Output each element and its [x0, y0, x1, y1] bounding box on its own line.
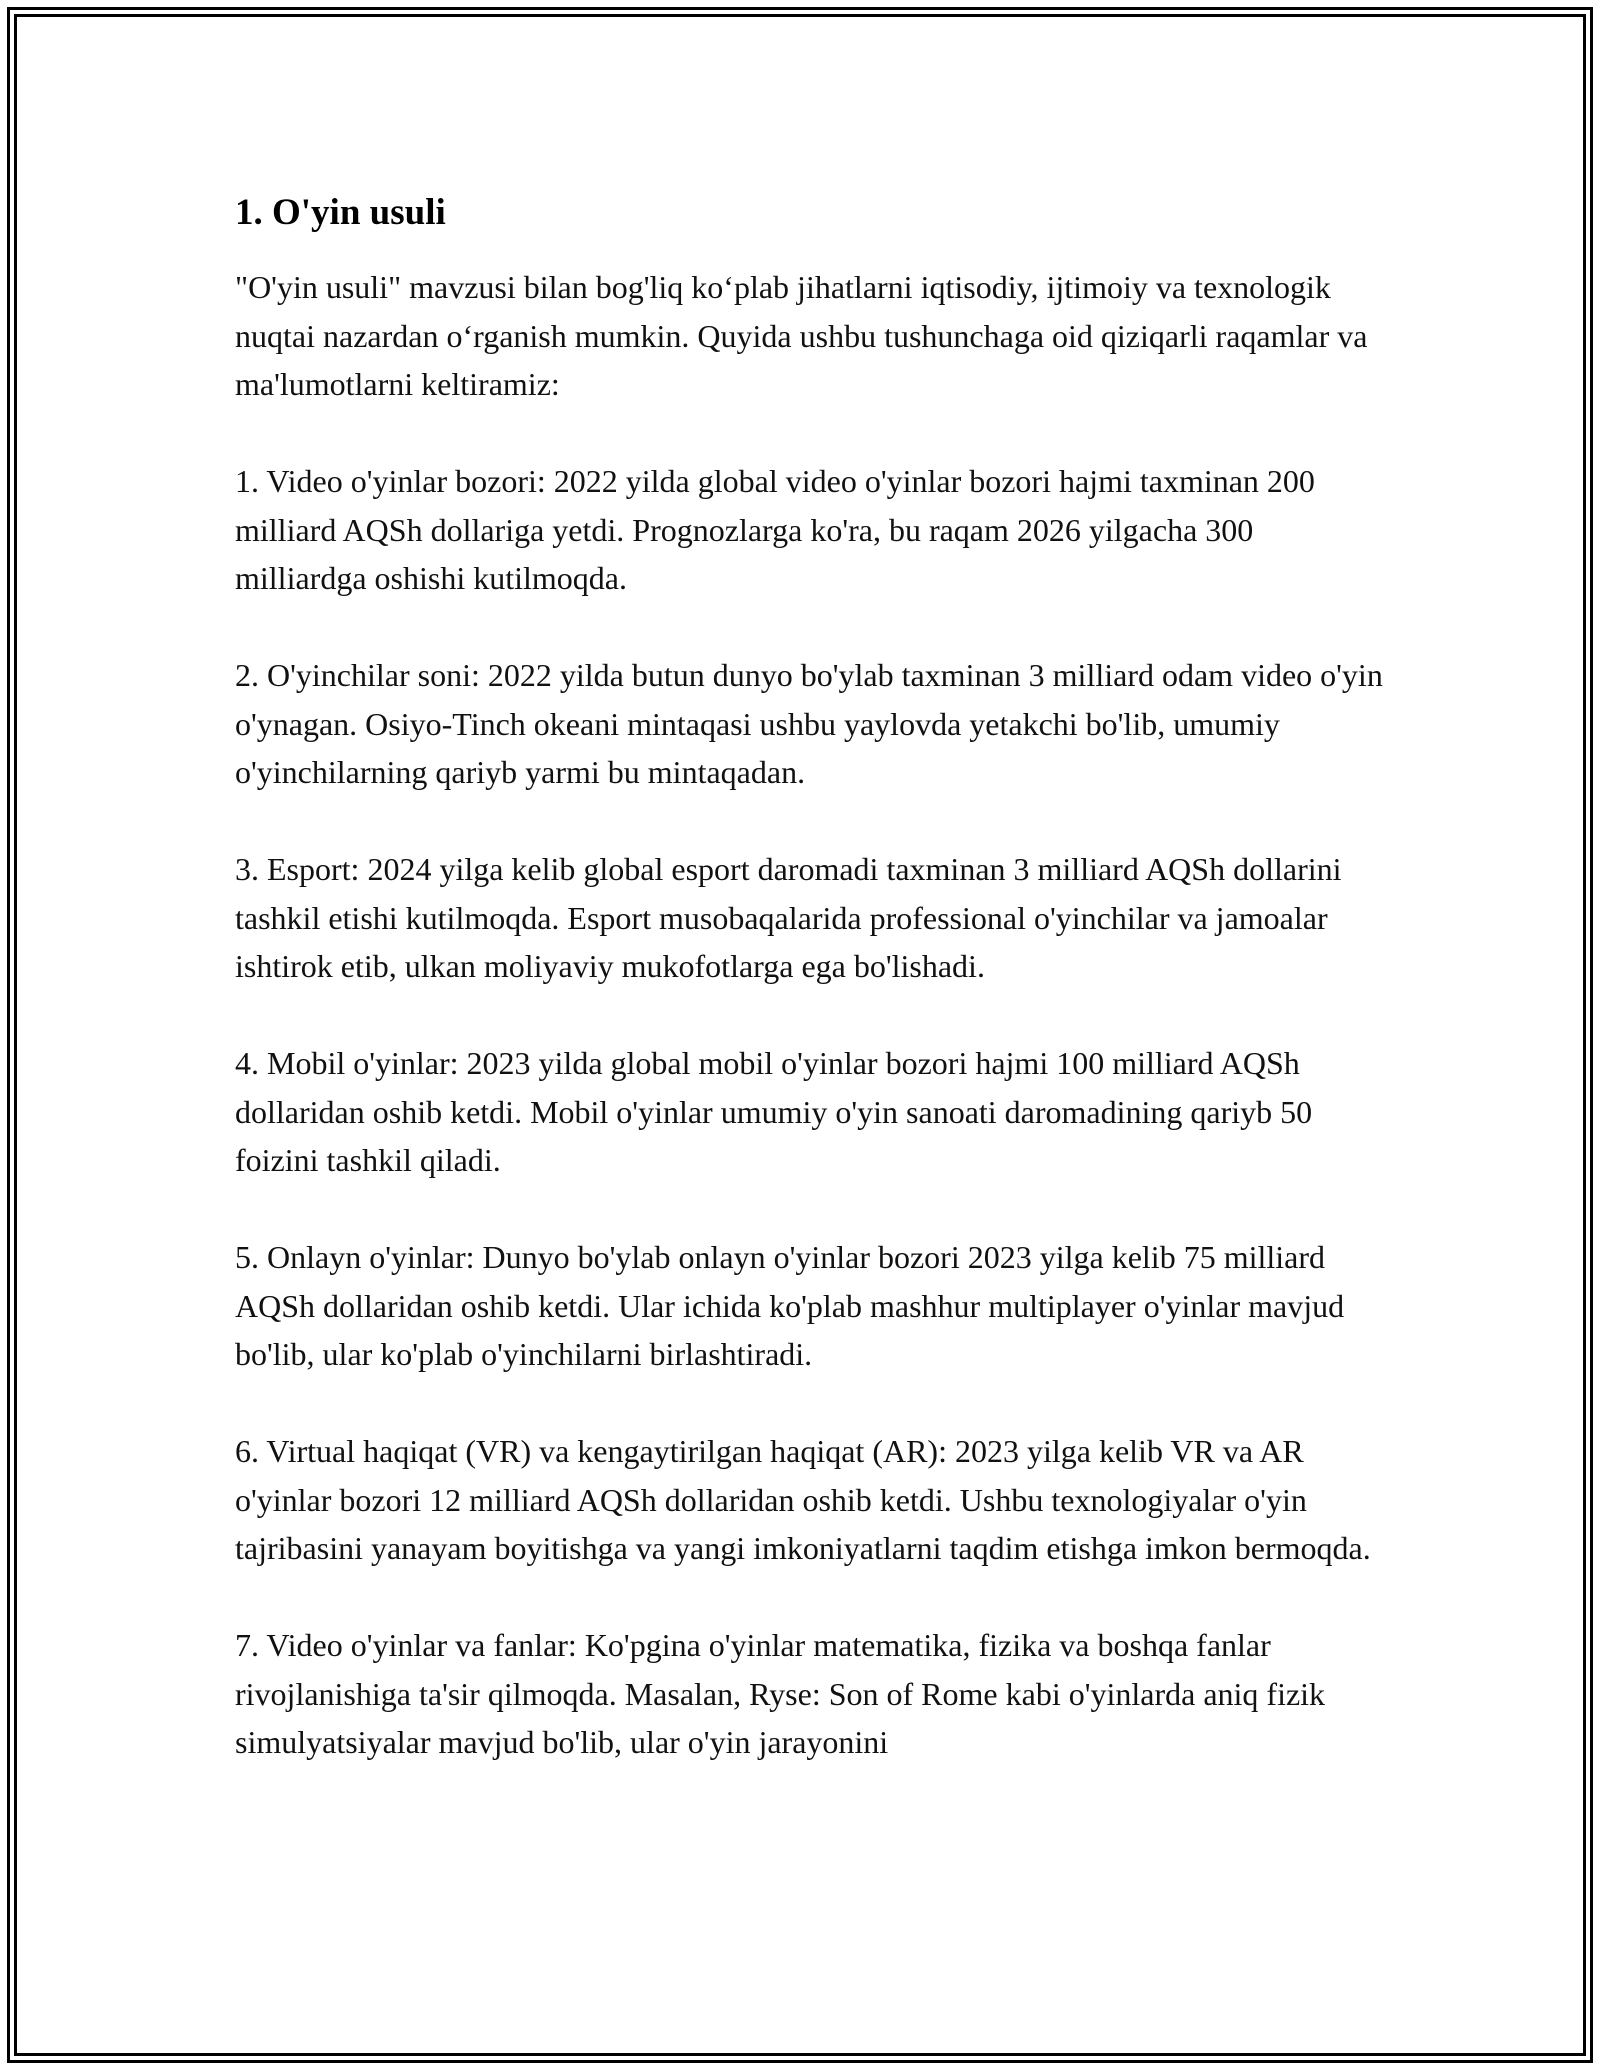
paragraph-vr-ar: 6. Virtual haqiqat (VR) va kengaytirilgan haqiqat (AR): 2023 yilga kelib VR va AR o'yinlar bozori 12 milliard AQSh dollaridan oshib ketdi. Ushbu texnologiyalar o'yin tajribasini yanayam boyitishga va yangi imkoniyatlarni taqdim etishga imkon bermoqda.	[235, 1433, 1371, 1566]
document-page	[235, 185, 1385, 1815]
intro-paragraph: "O'yin usuli" mavzusi bilan bog'liq ko‘plab jihatlarni iqtisodiy, ijtimoiy va texnologik nuqtai nazardan o‘rganish mumkin. Quyida ushbu tushunchaga oid qiziqarli raqamlar va ma'lumotlarni keltiramiz:	[235, 269, 1368, 402]
paragraph-mobile-games: 4. Mobil o'yinlar: 2023 yilda global mobil o'yinlar bozori hajmi 100 milliard AQSh dollaridan oshib ketdi. Mobil o'yinlar umumiy o'yin sanoati daromadining qariyb 50 foizini tashkil qiladi.	[235, 1045, 1313, 1178]
section-heading: 1. O'yin usuli	[235, 192, 446, 233]
paragraph-games-and-science: 7. Video o'yinlar va fanlar: Ko'pgina o'yinlar matematika, fizika va boshqa fanlar rivojlanishiga ta'sir qilmoqda. Masalan, Ryse: Son of Rome kabi o'yinlarda aniq fizik simulyatsiyalar mavjud bo'lib, ular o'yin jarayonini	[235, 1627, 1326, 1760]
paragraph-player-count: 2. O'yinchilar soni: 2022 yilda butun dunyo bo'ylab taxminan 3 milliard odam video o'yin o'ynagan. Osiyo-Tinch okeani mintaqasi ushbu yaylovda yetakchi bo'lib, umumiy o'yinchilarning qariyb yarmi bu mintaqadan.	[235, 657, 1383, 790]
paragraph-esports: 3. Esport: 2024 yilga kelib global esport daromadi taxminan 3 milliard AQSh dollarini tashkil etishi kutilmoqda. Esport musobaqalarida professional o'yinchilar va jamoalar ishtirok etib, ulkan moliyaviy mukofotlarga ega bo'lishadi.	[235, 851, 1342, 984]
paragraph-video-games-market: 1. Video o'yinlar bozori: 2022 yilda global video o'yinlar bozori hajmi taxminan 200 milliard AQSh dollariga yetdi. Prognozlarga ko'ra, bu raqam 2026 yilgacha 300 milliardga oshishi kutilmoqda.	[235, 463, 1315, 596]
paragraph-online-games: 5. Onlayn o'yinlar: Dunyo bo'ylab onlayn o'yinlar bozori 2023 yilga kelib 75 milliard AQSh dollaridan oshib ketdi. Ular ichida ko'plab mashhur multiplayer o'yinlar mavjud bo'lib, ular ko'plab o'yinchilarni birlashtiradi.	[235, 1239, 1345, 1372]
